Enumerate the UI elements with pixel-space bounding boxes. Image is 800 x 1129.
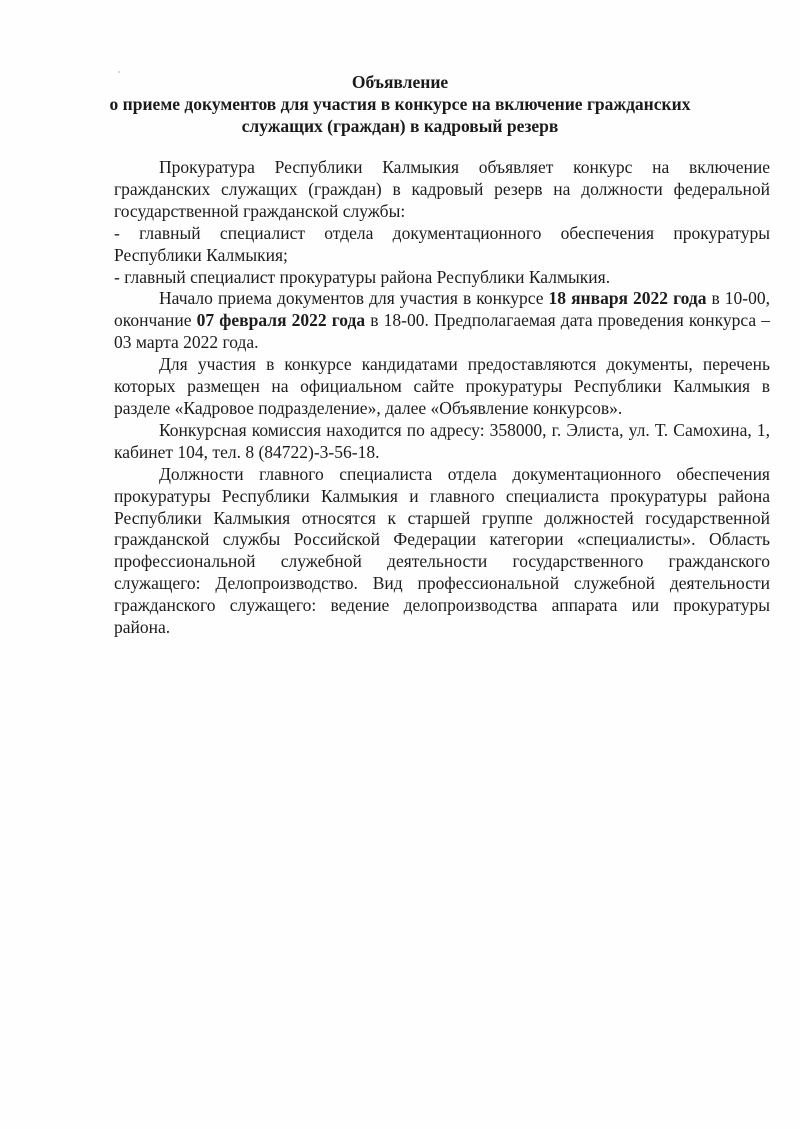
start-date: 18 января 2022 года <box>548 288 707 309</box>
announcement-header <box>100 71 700 137</box>
announcement-body <box>114 157 770 639</box>
paragraph-documents: Для участия в конкурсе кандидатами предоставляются документы, перечень которых размещен на официальном сайте прокуратуры Республики Калмыкия в разделе «Кадровое подразделение», далее «Объявление конкурсов». <box>114 354 770 418</box>
document-subtitle-line-1: о приеме документов для участия в конкурсе на включение гражданских <box>109 94 691 114</box>
dates-text-end: в 18-00. Предполагаемая дата проведения конкурса – 03 марта 2022 года. <box>114 310 771 353</box>
paragraph-intro: Прокуратура Республики Калмыкия объявляет конкурс на включение гражданских служащих (граждан) в кадровый резерв на должности федеральной государственной гражданской службы: <box>114 157 770 221</box>
dates-text-start: Начало приема документов для участия в конкурсе <box>159 288 549 309</box>
paragraph-qualifications: Должности главного специалиста отдела документационного обеспечения прокуратуры Республики Калмыкия и главного специалиста прокуратуры района Республики Калмыкия относятся к старшей группе должностей государственной гражданской службы Российской Федерации категории «специалисты». Область профессиональной служебной деятельности государственного гражданского служащего: Делопроизводство. Вид профессиональной служебной деятельности гражданского служащего: ведение делопроизводства аппарата или прокуратуры района. <box>114 463 770 638</box>
paragraph-address: Конкурсная комиссия находится по адресу: 358000, г. Элиста, ул. Т. Самохина, 1, кабинет 104, тел. 8 (84722)-3-56-18. <box>114 419 770 462</box>
end-date: 07 февраля 2022 года <box>196 310 366 331</box>
paragraph-dates <box>114 288 770 354</box>
document-title: Объявление <box>351 72 449 92</box>
paragraph-position-1: - главный специалист отдела документационного обеспечения прокуратуры Республики Калмыкия; <box>114 222 770 265</box>
paragraph-position-2: - главный специалист прокуратуры района Республики Калмыкия. <box>114 266 611 287</box>
dates-text-middle: в 10-00, окончание <box>114 288 770 331</box>
document-subtitle-line-2: служащих (граждан) в кадровый резерв <box>241 116 559 136</box>
